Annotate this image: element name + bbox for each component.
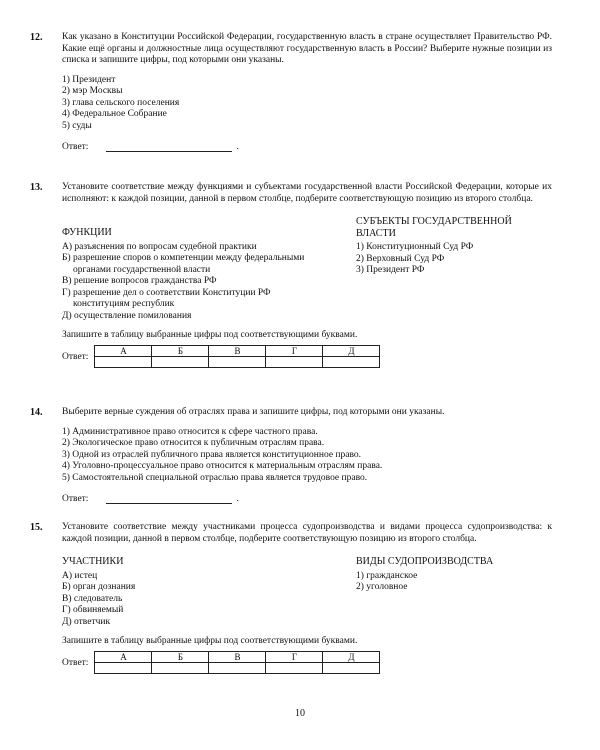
answer-cell[interactable] <box>323 357 380 368</box>
left-column <box>62 556 312 628</box>
answer-row <box>62 651 552 674</box>
letter-cell: Д <box>323 652 380 663</box>
table-instruction: Запишите в таблицу выбранные цифры под соответствующими буквами. <box>62 330 358 340</box>
left-item: Г) разрешение дел о соответствии Конституции РФ конституциям республик <box>62 287 271 309</box>
left-item: Д) ответчик <box>62 616 111 627</box>
page-number: 10 <box>295 708 305 719</box>
left-item: В) решение вопросов гражданства РФ <box>62 276 217 286</box>
option-item: 2) Экологическое право относится к публичным отраслям права. <box>62 438 325 448</box>
right-column <box>356 216 552 322</box>
letter-cell: В <box>209 652 266 663</box>
option-item: 5) суды <box>62 120 92 131</box>
left-item: А) разъяснения по вопросам судебной практики <box>62 241 257 252</box>
option-item: 1) Президент <box>62 74 116 85</box>
answer-row <box>62 141 552 152</box>
letter-cell: Г <box>266 346 323 357</box>
option-item: 4) Уголовно-процессуальное право относится к материальным отраслям права. <box>62 461 383 471</box>
answer-table <box>94 651 380 674</box>
answer-cell[interactable] <box>323 663 380 674</box>
question-12 <box>30 32 552 152</box>
options-list <box>62 75 552 133</box>
letter-cell: Д <box>323 346 380 357</box>
option-item: 3) глава сельского поселения <box>62 97 180 108</box>
option-item: 3) Одной из отраслей публичного права является конституционное право. <box>62 449 362 460</box>
option-item: 2) мэр Москвы <box>62 86 123 96</box>
left-column-head: УЧАСТНИКИ <box>62 556 124 567</box>
answer-cell[interactable] <box>95 357 152 368</box>
letter-cell: Б <box>152 346 209 357</box>
answer-label: Ответ: <box>62 494 89 504</box>
answer-cell[interactable] <box>266 663 323 674</box>
answer-label: Ответ: <box>62 142 89 152</box>
left-item: Д) осуществление помилования <box>62 310 192 321</box>
answer-dot: . <box>236 494 239 504</box>
question-number: 14. <box>30 407 43 418</box>
question-14 <box>30 407 552 504</box>
left-item: Б) орган дознания <box>62 582 136 592</box>
answer-table <box>94 345 380 368</box>
right-item: 2) Верховный Суд РФ <box>356 253 445 264</box>
question-15 <box>30 522 552 674</box>
answer-label: Ответ: <box>62 351 89 362</box>
answer-row <box>62 493 552 504</box>
question-13 <box>30 182 552 368</box>
answer-line[interactable] <box>106 493 232 504</box>
answer-cell[interactable] <box>209 663 266 674</box>
question-text: Выберите верные суждения об отраслях права и запишите цифры, под которыми они указаны. <box>62 407 445 417</box>
right-column <box>356 556 552 628</box>
letter-cell: А <box>95 652 152 663</box>
question-number: 13. <box>30 182 43 193</box>
question-number: 12. <box>30 32 43 43</box>
answer-cell[interactable] <box>209 357 266 368</box>
right-item: 2) уголовное <box>356 582 408 592</box>
letter-cell: Г <box>266 652 323 663</box>
answer-cell[interactable] <box>152 663 209 674</box>
right-item: 1) гражданское <box>356 570 418 581</box>
table-instruction: Запишите в таблицу выбранные цифры под соответствующими буквами. <box>62 636 358 646</box>
left-column-head: ФУНКЦИИ <box>62 227 112 238</box>
answer-line[interactable] <box>106 141 232 152</box>
answer-cell[interactable] <box>266 357 323 368</box>
option-item: 4) Федеральное Собрание <box>62 109 167 119</box>
left-column <box>62 216 312 322</box>
left-item: А) истец <box>62 570 98 581</box>
option-item: 1) Административное право относится к сфере частного права. <box>62 426 318 437</box>
question-number: 15. <box>30 522 43 533</box>
answer-label: Ответ: <box>62 657 89 668</box>
letter-cell: В <box>209 346 266 357</box>
left-item: В) следователь <box>62 593 123 604</box>
answer-row <box>62 345 552 368</box>
answer-cell[interactable] <box>95 663 152 674</box>
question-text: Установите соответствие между функциями и субъектами государственной власти Российской Федерации, которые их исполняют: к каждой позиции, данной в первом столбце, подберите соответствующую позицию из второго столбца. <box>62 182 552 204</box>
right-column-head: СУБЪЕКТЫ ГОСУДАРСТВЕННОЙ ВЛАСТИ <box>356 216 512 239</box>
right-column-head: ВИДЫ СУДОПРОИЗВОДСТВА <box>356 556 494 567</box>
right-item: 1) Конституционный Суд РФ <box>356 242 474 252</box>
options-list <box>62 427 552 485</box>
right-item: 3) Президент РФ <box>356 265 425 275</box>
option-item: 5) Самостоятельной специальной отраслью права является трудовое право. <box>62 472 368 483</box>
matching-columns <box>62 556 552 628</box>
question-text: Установите соответствие между участниками процесса судопроизводства и видами процесса судопроизводства: к каждой позиции, данной в первом столбце, подберите соответствующую позицию из второго столбца. <box>62 522 552 544</box>
left-item: Б) разрешение споров о компетенции между федеральными органами государственной власти <box>62 253 305 275</box>
question-text: Как указано в Конституции Российской Федерации, государственную власть в стране осуществляет Правительство РФ. Какие ещё органы и должностные лица осуществляют государственную власть в России? Выберите нужные позиции из списка и запишите цифры, под которыми они указаны. <box>62 32 552 65</box>
letter-cell: А <box>95 346 152 357</box>
letter-cell: Б <box>152 652 209 663</box>
answer-dot: . <box>236 142 239 152</box>
answer-cell[interactable] <box>152 357 209 368</box>
matching-columns <box>62 216 552 322</box>
left-item: Г) обвиняемый <box>62 605 124 615</box>
